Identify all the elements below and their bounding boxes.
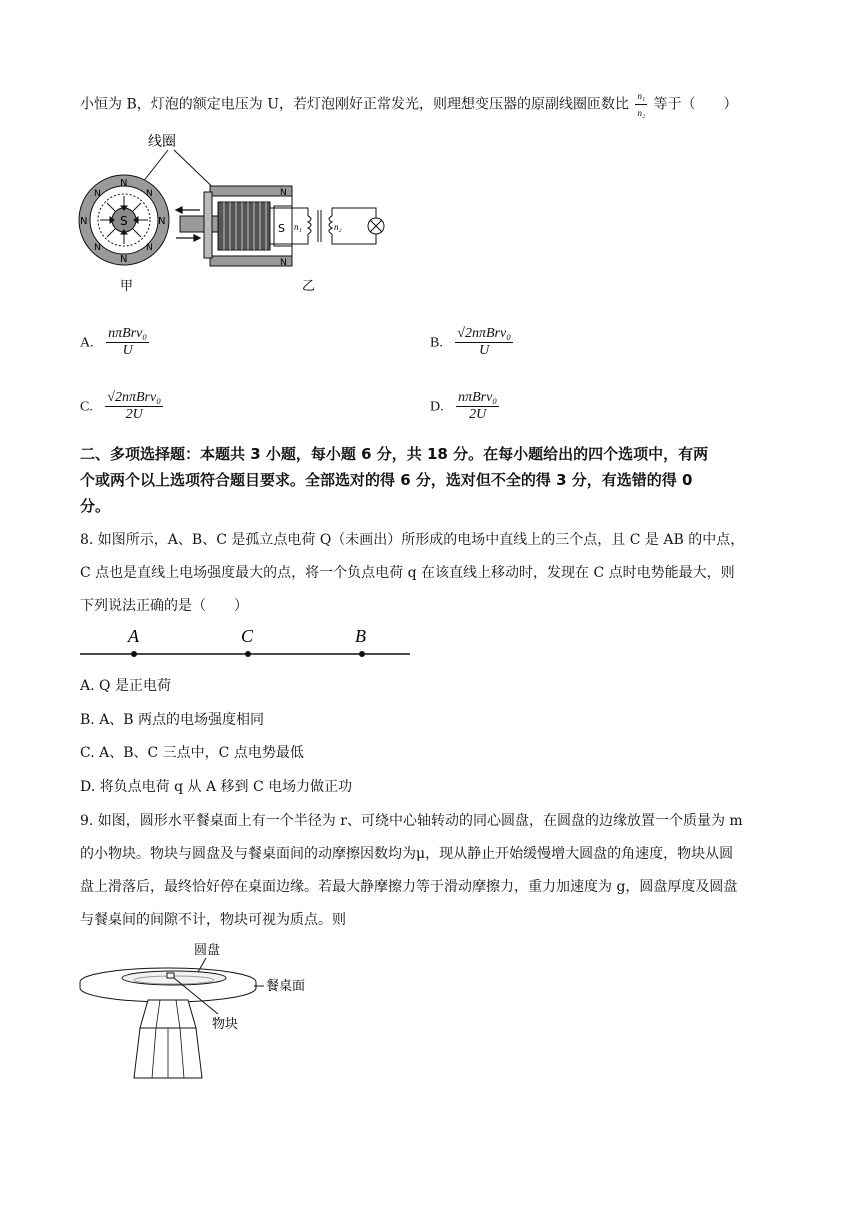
- n-label-bottom: N: [120, 254, 128, 265]
- q7-intro-tail: 等于（ ）: [653, 96, 738, 113]
- section2-line3: 分。: [80, 497, 111, 515]
- n1-label: n₁: [294, 222, 302, 232]
- point-a: [131, 651, 137, 657]
- q7-ratio-num: n₁: [635, 88, 647, 105]
- q8-line3: 下列说法正确的是（ ）: [80, 598, 248, 614]
- section2-line2: 个或两个以上选项符合题目要求。全部选对的得 6 分，选对但不全的得 3 分，有选错的得 0: [80, 471, 693, 489]
- yi-n-bottom: N: [280, 258, 287, 268]
- point-b: [359, 651, 365, 657]
- n-label-tl: N: [94, 189, 101, 199]
- q7-intro-text: 小恒为 B，灯泡的额定电压为 U，若灯泡刚好正常发光，则理想变压器的原副线圈匝数比: [80, 96, 629, 113]
- q7-option-d-num: nπBrv₀: [458, 390, 498, 405]
- q7-intro: [80, 88, 738, 121]
- n2-label: n₂: [334, 222, 342, 232]
- q7-ratio-den: n₂: [637, 108, 646, 118]
- q7-option-b[interactable]: B. $\frac{\text{√2nπBrv₀}}{U}$: [430, 326, 512, 358]
- disk-label: 圆盘: [194, 943, 221, 958]
- n-label-tr: N: [146, 189, 153, 199]
- q8-line1: 8. 如图所示，A、B、C 是孤立点电荷 Q（未画出）所形成的电场中直线上的三个点，且 C 是 AB 的中点，: [80, 532, 745, 548]
- q9-line3: 盘上滑落后，最终恰好停在桌面边缘。若最大静摩擦力等于滑动摩擦力，重力加速度为 g，圆盘厚度及圆盘: [80, 879, 738, 895]
- n-label-left: N: [80, 216, 88, 227]
- yi-s-label: S: [278, 222, 285, 235]
- q7-option-c[interactable]: C. $\frac{\text{√2nπBrv₀}}{2U}$: [80, 390, 162, 422]
- q7-option-a-num: nπBrv₀: [108, 326, 148, 341]
- block: [167, 973, 174, 978]
- q7-option-b-den: U: [479, 343, 490, 358]
- label-jia: 甲: [120, 279, 134, 294]
- q8-option-b[interactable]: B. A、B 两点的电场强度相同: [80, 712, 265, 728]
- table-label: 餐桌面: [266, 979, 306, 994]
- q7-option-b-num: √2nπBrv₀: [457, 326, 512, 341]
- q8-line2: C 点也是直线上电场强度最大的点，将一个负点电荷 q 在该直线上移动时，发现在 C 点时电势能最大，则: [80, 565, 735, 581]
- q9-line2: 的小物块。物块与圆盘及与餐桌面间的动摩擦因数均为μ，现从静止开始缓慢增大圆盘的角速度，物块从圆: [80, 846, 734, 862]
- magnet-yi: [176, 186, 384, 268]
- point-c: [245, 651, 251, 657]
- q7-figure: [76, 128, 406, 298]
- q7-option-d[interactable]: D. $\frac{\text{nπBrv₀}}{2U}$: [430, 390, 498, 422]
- block-label: 物块: [212, 1017, 239, 1032]
- q8-option-d[interactable]: D. 将负点电荷 q 从 A 移到 C 电场力做正功: [80, 779, 353, 795]
- q8-option-a[interactable]: A. Q 是正电荷: [80, 678, 171, 694]
- q9-figure: [76, 938, 326, 1088]
- coil-label: 线圈: [148, 134, 176, 150]
- point-c-label: C: [241, 626, 254, 646]
- yi-n-top: N: [280, 188, 287, 198]
- label-yi: 乙: [302, 279, 316, 294]
- q9-line4: 与餐桌间的间隙不计，物块可视为质点。则: [80, 912, 346, 928]
- point-a-label: A: [128, 626, 139, 646]
- n-label-right: N: [158, 216, 166, 227]
- q7-ratio: [635, 88, 647, 121]
- magnet-jia: [79, 175, 169, 265]
- n-label-top: N: [120, 178, 128, 189]
- q7-option-a[interactable]: A. $\frac{\text{nπBrv₀}}{U}$: [80, 326, 148, 358]
- point-b-label: B: [355, 626, 366, 646]
- q8-option-c[interactable]: C. A、B、C 三点中，C 点电势最低: [80, 745, 304, 761]
- q7-option-c-den: 2U: [125, 407, 143, 422]
- section2-line1: 二、多项选择题：本题共 3 小题，每小题 6 分，共 18 分。在每小题给出的四个选项中，有两: [80, 445, 709, 463]
- inner-s-label: S: [120, 214, 128, 228]
- q7-option-c-num: √2nπBrv₀: [107, 390, 162, 405]
- q7-option-a-den: U: [122, 343, 133, 358]
- q9-line1: 9. 如图，圆形水平餐桌面上有一个半径为 r、可绕中心轴转动的同心圆盘，在圆盘的边缘放置一个质量为 m: [80, 813, 743, 829]
- q8-figure: [76, 622, 416, 664]
- n-label-bl: N: [94, 243, 101, 253]
- q7-option-d-den: 2U: [469, 407, 487, 422]
- n-label-br: N: [146, 243, 153, 253]
